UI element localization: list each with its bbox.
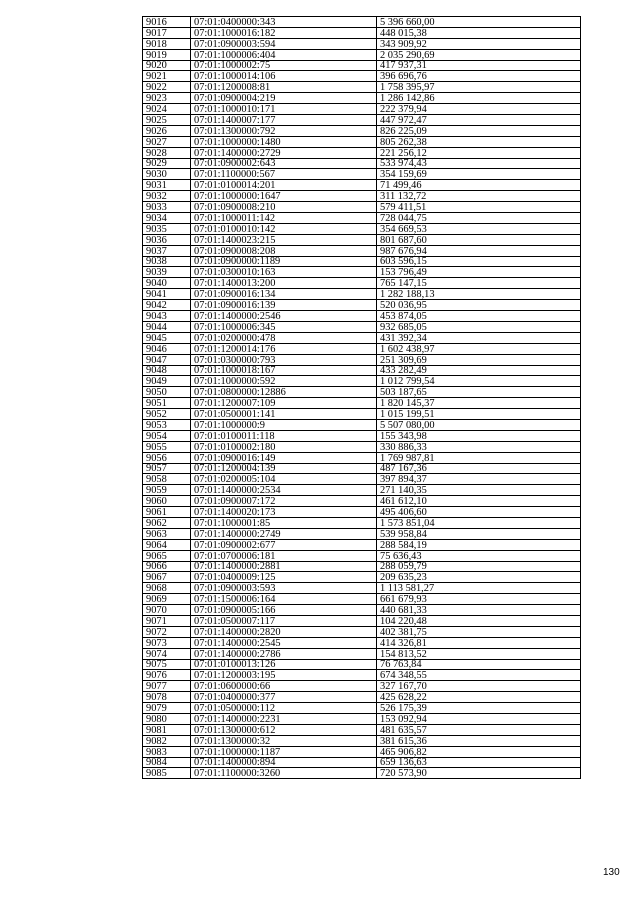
cadastral-number-cell: 07:01:1100000:3260 — [191, 768, 377, 779]
row-number-cell: 9074 — [143, 648, 191, 659]
cadastral-value-cell: 1 769 987,81 — [377, 452, 581, 463]
cadastral-value-cell: 805 262,38 — [377, 136, 581, 147]
cadastral-value-cell: 526 175,39 — [377, 703, 581, 714]
cadastral-number-cell: 07:01:1000000:592 — [191, 376, 377, 387]
cadastral-number-cell: 07:01:1000002:75 — [191, 60, 377, 71]
table-row — [143, 125, 581, 136]
cadastral-number-cell: 07:01:1000018:167 — [191, 365, 377, 376]
cadastral-value-cell: 222 379,94 — [377, 104, 581, 115]
table-row — [143, 507, 581, 518]
row-number-cell: 9079 — [143, 703, 191, 714]
cadastral-value-cell: 503 187,65 — [377, 387, 581, 398]
cadastral-number-cell: 07:01:0900005:166 — [191, 605, 377, 616]
cadastral-number-cell: 07:01:1400000:2881 — [191, 561, 377, 572]
cadastral-value-cell: 487 167,36 — [377, 463, 581, 474]
cadastral-number-cell: 07:01:0900008:208 — [191, 245, 377, 256]
table-row — [143, 289, 581, 300]
table-row — [143, 528, 581, 539]
row-number-cell: 9053 — [143, 419, 191, 430]
cadastral-number-cell: 07:01:1000000:1480 — [191, 136, 377, 147]
table-row — [143, 60, 581, 71]
cadastral-value-cell: 801 687,60 — [377, 234, 581, 245]
cadastral-value-cell: 1 282 188,13 — [377, 289, 581, 300]
cadastral-number-cell: 07:01:0900002:677 — [191, 539, 377, 550]
cadastral-value-cell: 271 140,35 — [377, 485, 581, 496]
cadastral-value-cell: 447 972,47 — [377, 115, 581, 126]
row-number-cell: 9062 — [143, 517, 191, 528]
cadastral-value-cell: 533 974,43 — [377, 158, 581, 169]
table-row — [143, 27, 581, 38]
cadastral-number-cell: 07:01:0900003:594 — [191, 38, 377, 49]
row-number-cell: 9033 — [143, 202, 191, 213]
table-row — [143, 202, 581, 213]
cadastral-value-cell: 465 906,82 — [377, 746, 581, 757]
cadastral-number-cell: 07:01:0100002:180 — [191, 441, 377, 452]
row-number-cell: 9047 — [143, 354, 191, 365]
row-number-cell: 9025 — [143, 115, 191, 126]
table-row — [143, 267, 581, 278]
cadastral-value-cell: 2 035 290,69 — [377, 49, 581, 60]
table-row — [143, 452, 581, 463]
table-row — [143, 572, 581, 583]
table-row — [143, 430, 581, 441]
cadastral-value-cell: 311 132,72 — [377, 191, 581, 202]
table-row — [143, 681, 581, 692]
cadastral-value-cell: 1 820 145,37 — [377, 398, 581, 409]
cadastral-number-cell: 07:01:0200005:104 — [191, 474, 377, 485]
table-row — [143, 311, 581, 322]
cadastral-number-cell: 07:01:1000014:106 — [191, 71, 377, 82]
cadastral-number-cell: 07:01:1000006:404 — [191, 49, 377, 60]
table-row — [143, 354, 581, 365]
table-row — [143, 300, 581, 311]
cadastral-value-cell: 417 937,31 — [377, 60, 581, 71]
table-row — [143, 441, 581, 452]
cadastral-value-cell: 343 909,92 — [377, 38, 581, 49]
row-number-cell: 9016 — [143, 17, 191, 28]
cadastral-value-cell: 1 015 199,51 — [377, 409, 581, 420]
cadastral-value-cell: 579 411,51 — [377, 202, 581, 213]
row-number-cell: 9051 — [143, 398, 191, 409]
cadastral-value-cell: 1 012 799,54 — [377, 376, 581, 387]
table-row — [143, 256, 581, 267]
cadastral-number-cell: 07:01:0100013:126 — [191, 659, 377, 670]
row-number-cell: 9085 — [143, 768, 191, 779]
cadastral-value-cell: 354 669,53 — [377, 223, 581, 234]
table-row — [143, 670, 581, 681]
cadastral-number-cell: 07:01:1000010:171 — [191, 104, 377, 115]
cadastral-number-cell: 07:01:0900007:172 — [191, 496, 377, 507]
cadastral-value-cell: 76 763,84 — [377, 659, 581, 670]
row-number-cell: 9055 — [143, 441, 191, 452]
cadastral-value-cell: 674 348,55 — [377, 670, 581, 681]
cadastral-value-cell: 153 796,49 — [377, 267, 581, 278]
row-number-cell: 9049 — [143, 376, 191, 387]
table-row — [143, 223, 581, 234]
row-number-cell: 9021 — [143, 71, 191, 82]
cadastral-number-cell: 07:01:0900016:149 — [191, 452, 377, 463]
cadastral-value-cell: 481 635,57 — [377, 724, 581, 735]
cadastral-value-cell: 154 813,52 — [377, 648, 581, 659]
cadastral-value-cell: 397 894,37 — [377, 474, 581, 485]
row-number-cell: 9030 — [143, 169, 191, 180]
row-number-cell: 9056 — [143, 452, 191, 463]
cadastral-number-cell: 07:01:0600000:66 — [191, 681, 377, 692]
cadastral-number-cell: 07:01:1300000:612 — [191, 724, 377, 735]
table-row — [143, 550, 581, 561]
table-row — [143, 136, 581, 147]
cadastral-number-cell: 07:01:1200007:109 — [191, 398, 377, 409]
table-row — [143, 594, 581, 605]
table-row — [143, 637, 581, 648]
row-number-cell: 9068 — [143, 583, 191, 594]
row-number-cell: 9067 — [143, 572, 191, 583]
cadastral-value-cell: 425 628,22 — [377, 692, 581, 703]
cadastral-number-cell: 07:01:1400020:173 — [191, 507, 377, 518]
cadastral-number-cell: 07:01:1000000:1647 — [191, 191, 377, 202]
row-number-cell: 9082 — [143, 735, 191, 746]
row-number-cell: 9081 — [143, 724, 191, 735]
cadastral-number-cell: 07:01:1400013:200 — [191, 278, 377, 289]
row-number-cell: 9054 — [143, 430, 191, 441]
table-row — [143, 115, 581, 126]
cadastral-value-cell: 288 584,19 — [377, 539, 581, 550]
table-row — [143, 659, 581, 670]
row-number-cell: 9048 — [143, 365, 191, 376]
cadastral-number-cell: 07:01:1400000:894 — [191, 757, 377, 768]
table-row — [143, 409, 581, 420]
row-number-cell: 9044 — [143, 321, 191, 332]
cadastral-value-cell: 104 220,48 — [377, 615, 581, 626]
cadastral-number-cell: 07:01:1500006:164 — [191, 594, 377, 605]
cadastral-value-cell: 1 573 851,04 — [377, 517, 581, 528]
table-row — [143, 49, 581, 60]
cadastral-value-cell: 288 059,79 — [377, 561, 581, 572]
table-row — [143, 561, 581, 572]
cadastral-number-cell: 07:01:1400023:215 — [191, 234, 377, 245]
cadastral-number-cell: 07:01:1400000:2729 — [191, 147, 377, 158]
table-row — [143, 419, 581, 430]
row-number-cell: 9018 — [143, 38, 191, 49]
table-row — [143, 245, 581, 256]
cadastral-value-cell: 5 507 080,00 — [377, 419, 581, 430]
cadastral-number-cell: 07:01:1400000:2786 — [191, 648, 377, 659]
cadastral-number-cell: 07:01:0400000:377 — [191, 692, 377, 703]
row-number-cell: 9032 — [143, 191, 191, 202]
cadastral-value-cell: 396 696,76 — [377, 71, 581, 82]
cadastral-number-cell: 07:01:1400000:2820 — [191, 626, 377, 637]
row-number-cell: 9035 — [143, 223, 191, 234]
row-number-cell: 9028 — [143, 147, 191, 158]
cadastral-number-cell: 07:01:1300000:792 — [191, 125, 377, 136]
row-number-cell: 9066 — [143, 561, 191, 572]
table-row — [143, 746, 581, 757]
cadastral-number-cell: 07:01:1400007:177 — [191, 115, 377, 126]
table-row — [143, 332, 581, 343]
table-row — [143, 463, 581, 474]
cadastral-value-cell: 728 044,75 — [377, 213, 581, 224]
row-number-cell: 9038 — [143, 256, 191, 267]
table-row — [143, 496, 581, 507]
cadastral-number-cell: 07:01:1200003:195 — [191, 670, 377, 681]
cadastral-value-cell: 354 159,69 — [377, 169, 581, 180]
page-number: 130 — [603, 867, 620, 878]
cadastral-value-cell: 71 499,46 — [377, 180, 581, 191]
row-number-cell: 9065 — [143, 550, 191, 561]
row-number-cell: 9070 — [143, 605, 191, 616]
row-number-cell: 9036 — [143, 234, 191, 245]
row-number-cell: 9077 — [143, 681, 191, 692]
cadastral-value-cell: 461 612,10 — [377, 496, 581, 507]
cadastral-number-cell: 07:01:0900016:139 — [191, 300, 377, 311]
cadastral-number-cell: 07:01:1400000:2749 — [191, 528, 377, 539]
row-number-cell: 9027 — [143, 136, 191, 147]
cadastral-value-cell: 659 136,63 — [377, 757, 581, 768]
table-row — [143, 234, 581, 245]
row-number-cell: 9076 — [143, 670, 191, 681]
table-row — [143, 539, 581, 550]
cadastral-value-cell: 765 147,15 — [377, 278, 581, 289]
row-number-cell: 9060 — [143, 496, 191, 507]
table-row — [143, 180, 581, 191]
row-number-cell: 9058 — [143, 474, 191, 485]
cadastral-value-cell: 209 635,23 — [377, 572, 581, 583]
row-number-cell: 9064 — [143, 539, 191, 550]
cadastral-number-cell: 07:01:0900000:1189 — [191, 256, 377, 267]
table-row — [143, 398, 581, 409]
cadastral-value-cell: 155 343,98 — [377, 430, 581, 441]
table-row — [143, 583, 581, 594]
cadastral-value-cell: 448 015,38 — [377, 27, 581, 38]
table-row — [143, 735, 581, 746]
cadastral-number-cell: 07:01:1200008:81 — [191, 82, 377, 93]
cadastral-value-cell: 520 036,95 — [377, 300, 581, 311]
table-row — [143, 376, 581, 387]
row-number-cell: 9052 — [143, 409, 191, 420]
cadastral-number-cell: 07:01:0500001:141 — [191, 409, 377, 420]
cadastral-number-cell: 07:01:0800000:12886 — [191, 387, 377, 398]
row-number-cell: 9063 — [143, 528, 191, 539]
row-number-cell: 9031 — [143, 180, 191, 191]
row-number-cell: 9045 — [143, 332, 191, 343]
cadastral-value-cell: 221 256,12 — [377, 147, 581, 158]
cadastral-value-cell: 330 886,33 — [377, 441, 581, 452]
cadastral-number-cell: 07:01:1000000:9 — [191, 419, 377, 430]
cadastral-value-cell: 153 092,94 — [377, 714, 581, 725]
cadastral-number-cell: 07:01:1400000:2534 — [191, 485, 377, 496]
cadastral-number-cell: 07:01:0300000:793 — [191, 354, 377, 365]
cadastral-value-cell: 539 958,84 — [377, 528, 581, 539]
cadastral-number-cell: 07:01:1400000:2231 — [191, 714, 377, 725]
row-number-cell: 9061 — [143, 507, 191, 518]
cadastral-number-cell: 07:01:0300010:163 — [191, 267, 377, 278]
table-row — [143, 71, 581, 82]
cadastral-value-cell: 1 286 142,86 — [377, 93, 581, 104]
cadastral-number-cell: 07:01:1200014:176 — [191, 343, 377, 354]
cadastral-value-cell: 327 167,70 — [377, 681, 581, 692]
table-row — [143, 213, 581, 224]
cadastral-number-cell: 07:01:0900004:219 — [191, 93, 377, 104]
table-row — [143, 724, 581, 735]
table-row — [143, 615, 581, 626]
cadastral-value-cell: 1 113 581,27 — [377, 583, 581, 594]
cadastral-number-cell: 07:01:0400009:125 — [191, 572, 377, 583]
table-row — [143, 321, 581, 332]
row-number-cell: 9043 — [143, 311, 191, 322]
cadastral-number-cell: 07:01:0100011:118 — [191, 430, 377, 441]
cadastral-value-cell: 453 874,05 — [377, 311, 581, 322]
cadastral-number-cell: 07:01:0400000:343 — [191, 17, 377, 28]
row-number-cell: 9078 — [143, 692, 191, 703]
table-row — [143, 191, 581, 202]
cadastral-number-cell: 07:01:1400000:2546 — [191, 311, 377, 322]
table-row — [143, 278, 581, 289]
cadastral-number-cell: 07:01:0900016:134 — [191, 289, 377, 300]
table-row — [143, 387, 581, 398]
cadastral-number-cell: 07:01:1000001:85 — [191, 517, 377, 528]
cadastral-value-cell: 402 381,75 — [377, 626, 581, 637]
cadastral-value-cell: 661 679,93 — [377, 594, 581, 605]
row-number-cell: 9046 — [143, 343, 191, 354]
table-body — [143, 17, 581, 779]
cadastral-number-cell: 07:01:0200000:478 — [191, 332, 377, 343]
table-row — [143, 757, 581, 768]
row-number-cell: 9080 — [143, 714, 191, 725]
table-row — [143, 517, 581, 528]
row-number-cell: 9039 — [143, 267, 191, 278]
table-row — [143, 104, 581, 115]
cadastral-number-cell: 07:01:0100014:201 — [191, 180, 377, 191]
cadastral-number-cell: 07:01:1100000:567 — [191, 169, 377, 180]
cadastral-number-cell: 07:01:0900002:643 — [191, 158, 377, 169]
row-number-cell: 9029 — [143, 158, 191, 169]
row-number-cell: 9050 — [143, 387, 191, 398]
cadastral-number-cell: 07:01:1400000:2545 — [191, 637, 377, 648]
cadastral-number-cell: 07:01:1000011:142 — [191, 213, 377, 224]
table-row — [143, 714, 581, 725]
cadastral-value-cell: 987 676,94 — [377, 245, 581, 256]
table-row — [143, 158, 581, 169]
row-number-cell: 9069 — [143, 594, 191, 605]
cadastral-value-cell: 251 309,69 — [377, 354, 581, 365]
table-row — [143, 692, 581, 703]
row-number-cell: 9040 — [143, 278, 191, 289]
table-row — [143, 768, 581, 779]
row-number-cell: 9041 — [143, 289, 191, 300]
table-row — [143, 38, 581, 49]
cadastral-value-cell: 431 392,34 — [377, 332, 581, 343]
row-number-cell: 9075 — [143, 659, 191, 670]
cadastral-value-cell: 826 225,09 — [377, 125, 581, 136]
table-row — [143, 82, 581, 93]
cadastral-number-cell: 07:01:0700006:181 — [191, 550, 377, 561]
table-row — [143, 703, 581, 714]
cadastral-value-table — [142, 16, 581, 779]
cadastral-value-cell: 440 681,33 — [377, 605, 581, 616]
cadastral-number-cell: 07:01:0900008:210 — [191, 202, 377, 213]
cadastral-value-cell: 75 636,43 — [377, 550, 581, 561]
row-number-cell: 9071 — [143, 615, 191, 626]
cadastral-number-cell: 07:01:1200004:139 — [191, 463, 377, 474]
row-number-cell: 9072 — [143, 626, 191, 637]
cadastral-number-cell: 07:01:1000016:182 — [191, 27, 377, 38]
cadastral-number-cell: 07:01:0500000:112 — [191, 703, 377, 714]
row-number-cell: 9057 — [143, 463, 191, 474]
cadastral-number-cell: 07:01:1000000:1187 — [191, 746, 377, 757]
cadastral-value-cell: 603 596,15 — [377, 256, 581, 267]
row-number-cell: 9034 — [143, 213, 191, 224]
row-number-cell: 9024 — [143, 104, 191, 115]
table-row — [143, 17, 581, 28]
row-number-cell: 9042 — [143, 300, 191, 311]
row-number-cell: 9019 — [143, 49, 191, 60]
cadastral-number-cell: 07:01:0100010:142 — [191, 223, 377, 234]
cadastral-value-cell: 414 326,81 — [377, 637, 581, 648]
table-row — [143, 147, 581, 158]
cadastral-value-cell: 932 685,05 — [377, 321, 581, 332]
cadastral-value-cell: 5 396 660,00 — [377, 17, 581, 28]
table-row — [143, 648, 581, 659]
row-number-cell: 9022 — [143, 82, 191, 93]
row-number-cell: 9084 — [143, 757, 191, 768]
table-row — [143, 93, 581, 104]
row-number-cell: 9059 — [143, 485, 191, 496]
cadastral-number-cell: 07:01:1300000:32 — [191, 735, 377, 746]
row-number-cell: 9026 — [143, 125, 191, 136]
cadastral-value-cell: 381 615,36 — [377, 735, 581, 746]
row-number-cell: 9020 — [143, 60, 191, 71]
table-row — [143, 485, 581, 496]
table-row — [143, 626, 581, 637]
cadastral-value-cell: 720 573,90 — [377, 768, 581, 779]
cadastral-value-cell: 433 282,49 — [377, 365, 581, 376]
cadastral-value-cell: 1 758 395,97 — [377, 82, 581, 93]
cadastral-value-cell: 1 602 438,97 — [377, 343, 581, 354]
cadastral-value-cell: 495 406,60 — [377, 507, 581, 518]
cadastral-number-cell: 07:01:1000006:345 — [191, 321, 377, 332]
table-row — [143, 605, 581, 616]
row-number-cell: 9073 — [143, 637, 191, 648]
table-row — [143, 365, 581, 376]
row-number-cell: 9037 — [143, 245, 191, 256]
row-number-cell: 9017 — [143, 27, 191, 38]
table-row — [143, 169, 581, 180]
table-row — [143, 474, 581, 485]
table-row — [143, 343, 581, 354]
cadastral-number-cell: 07:01:0500007:117 — [191, 615, 377, 626]
row-number-cell: 9083 — [143, 746, 191, 757]
row-number-cell: 9023 — [143, 93, 191, 104]
cadastral-number-cell: 07:01:0900003:593 — [191, 583, 377, 594]
